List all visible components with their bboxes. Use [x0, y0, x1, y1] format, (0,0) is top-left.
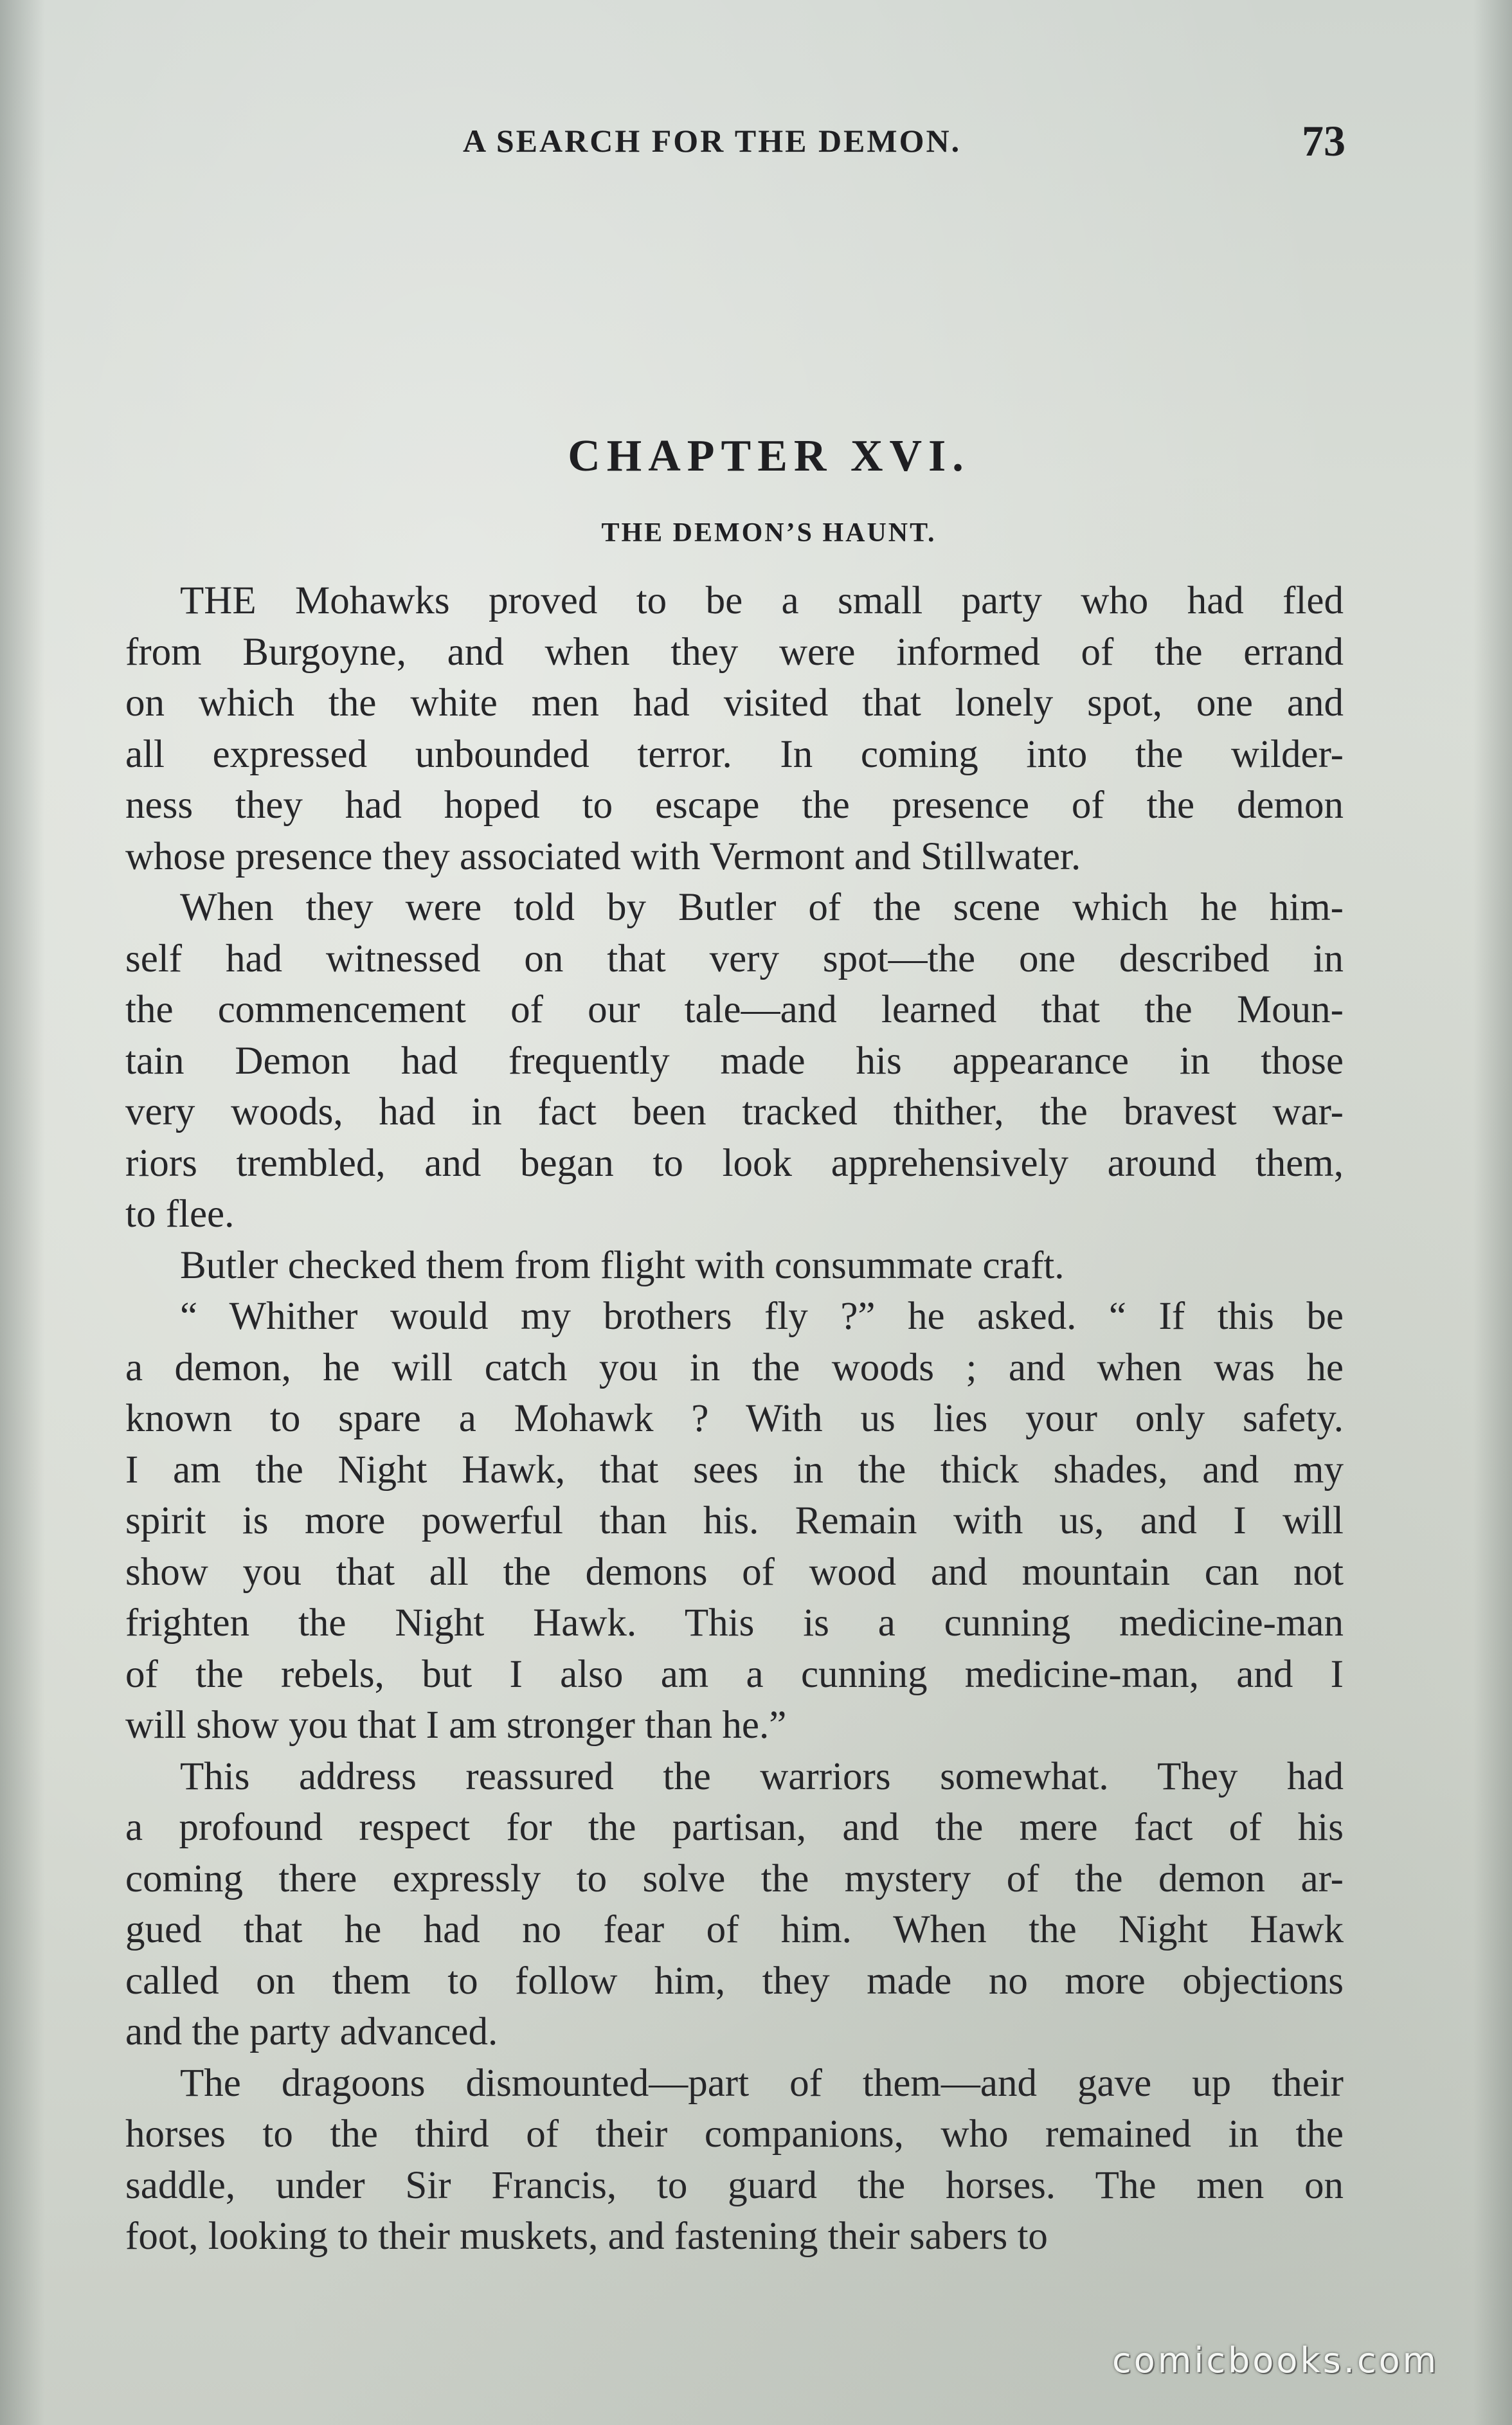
- page-number: 73: [1302, 116, 1346, 165]
- text-line: known to spare a Mohawk ? With us lies your only safety.: [125, 1397, 1344, 1440]
- text-line: of the rebels, but I also am a cunning medicine-man, and I: [125, 1652, 1344, 1696]
- text-line: a profound respect for the partisan, and the mere fact of his: [125, 1806, 1344, 1849]
- text-line: frighten the Night Hawk. This is a cunning medicine-man: [125, 1601, 1344, 1645]
- text-line: saddle, under Sir Francis, to guard the horses. The men on: [125, 2163, 1344, 2207]
- text-line: on which the white men had visited that lonely spot, one and: [125, 681, 1344, 725]
- text-line: very woods, had in fact been tracked thither, the bravest war-: [125, 1090, 1344, 1133]
- text-line: the commencement of our tale—and learned that the Moun-: [125, 988, 1344, 1031]
- chapter-title: CHAPTER XVI.: [568, 431, 970, 481]
- text-line: to flee.: [125, 1193, 235, 1236]
- text-line: This address reassured the warriors somewhat. They had: [180, 1754, 1344, 1798]
- text-line: called on them to follow him, they made no more objections: [125, 1959, 1344, 2003]
- text-line: When they were told by Butler of the scene which he him-: [180, 886, 1344, 929]
- text-line: whose presence they associated with Vermont and Stillwater.: [125, 834, 1081, 878]
- running-head: A SEARCH FOR THE DEMON.: [463, 123, 962, 159]
- paragraph: [125, 1291, 1344, 1751]
- text-line: from Burgoyne, and when they were informed of the errand: [125, 630, 1344, 674]
- text-line: ness they had hoped to escape the presence of the demon: [125, 784, 1344, 827]
- paragraph: [125, 882, 1344, 1240]
- text-line: self had witnessed on that very spot—the one described in: [125, 937, 1344, 980]
- body-text: [125, 575, 1344, 2262]
- page-edge-shadow-right: [1473, 0, 1512, 2425]
- text-line: coming there expressly to solve the mystery of the demon ar-: [125, 1857, 1344, 1900]
- text-line: all expressed unbounded terror. In coming into the wilder-: [125, 732, 1344, 776]
- text-line: will show you that I am stronger than he.”: [125, 1704, 787, 1747]
- text-line: “ Whither would my brothers fly ?” he asked. “ If this be: [180, 1295, 1344, 1338]
- text-line: The dragoons dismounted—part of them—and gave up their: [180, 2061, 1344, 2105]
- text-line: Butler checked them from flight with consummate craft.: [180, 1243, 1065, 1287]
- paragraph: [125, 575, 1344, 882]
- text-line: a demon, he will catch you in the woods ; and when was he: [125, 1346, 1344, 1389]
- text-line: riors trembled, and began to look apprehensively around them,: [125, 1141, 1344, 1185]
- text-line: I am the Night Hawk, that sees in the thick shades, and my: [125, 1448, 1344, 1492]
- page-edge-shadow-left: [0, 0, 45, 2425]
- text-line: horses to the third of their companions, who remained in the: [125, 2113, 1344, 2156]
- text-line: spirit is more powerful than his. Remain with us, and I will: [125, 1499, 1344, 1542]
- paragraph: [125, 1240, 1344, 1292]
- watermark: comicbooks.com: [1112, 2340, 1439, 2381]
- text-line: show you that all the demons of wood and mountain can not: [125, 1550, 1344, 1594]
- text-line: and the party advanced.: [125, 2010, 498, 2053]
- paragraph: [125, 1751, 1344, 2058]
- text-line: THE Mohawks proved to be a small party who had fled: [180, 579, 1344, 622]
- text-line: tain Demon had frequently made his appearance in those: [125, 1039, 1344, 1083]
- text-line: gued that he had no fear of him. When the Night Hawk: [125, 1908, 1344, 1951]
- chapter-subtitle: THE DEMON’S HAUNT.: [601, 518, 937, 548]
- text-line: foot, looking to their muskets, and fastening their sabers to: [125, 2215, 1048, 2258]
- paragraph: [125, 2058, 1344, 2262]
